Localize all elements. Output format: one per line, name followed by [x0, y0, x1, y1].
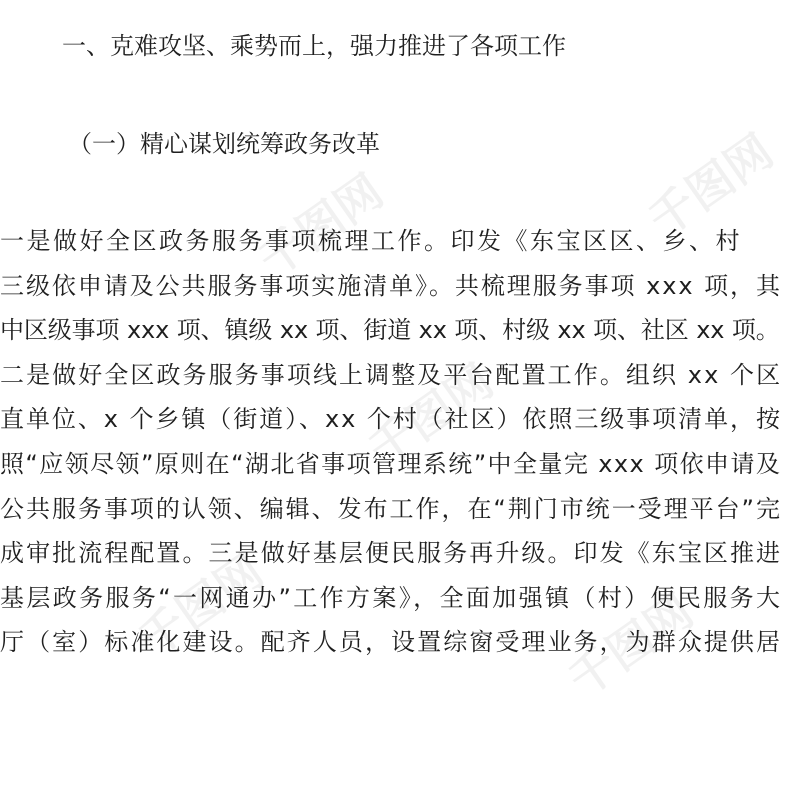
- paragraph-line: 中区级事项 xxx 项、镇级 xx 项、街道 xx 项、村级 xx 项、社区 xx 项。: [0, 316, 780, 345]
- section-heading: 一、克难攻坚、乘势而上，强力推进了各项工作: [62, 32, 566, 60]
- paragraph-line: 成审批流程配置。三是做好基层便民服务再升级。印发《东宝区推进: [0, 539, 783, 568]
- paragraph-line: 一是做好全区政务服务事项梳理工作。印发《东宝区区、乡、村: [0, 227, 742, 255]
- watermark: 千图网: [358, 353, 503, 478]
- paragraph-line: 基层政务服务“一网通办”工作方案》，全面加强镇（村）便民服务大: [0, 583, 783, 612]
- watermark: 千图网: [248, 163, 393, 288]
- paragraph-line: 照“应领尽领”原则在“湖北省事项管理系统”中全量完 xxx 项依申请及: [0, 450, 782, 478]
- paragraph-line: 直单位、x 个乡镇（街道）、xx 个村（社区）依照三级事项清单，按: [0, 405, 782, 434]
- subsection-heading: （一）精心谋划统筹政务改革: [68, 130, 380, 158]
- paragraph-line: 公共服务事项的认领、编辑、发布工作，在“荆门市统一受理平台”完: [0, 494, 782, 523]
- watermark: 千图网: [558, 583, 703, 708]
- watermark: 千图网: [638, 123, 783, 248]
- watermark: 千图网: [128, 543, 273, 668]
- paragraph-line: 三级依申请及公共服务事项实施清单》。共梳理服务事项 xxx 项，其: [0, 271, 782, 300]
- paragraph-line: 二是做好全区政务服务事项线上调整及平台配置工作。组织 xx 个区: [0, 360, 783, 389]
- paragraph-line: 厅（室）标准化建设。配齐人员，设置综窗受理业务，为群众提供居: [0, 628, 783, 657]
